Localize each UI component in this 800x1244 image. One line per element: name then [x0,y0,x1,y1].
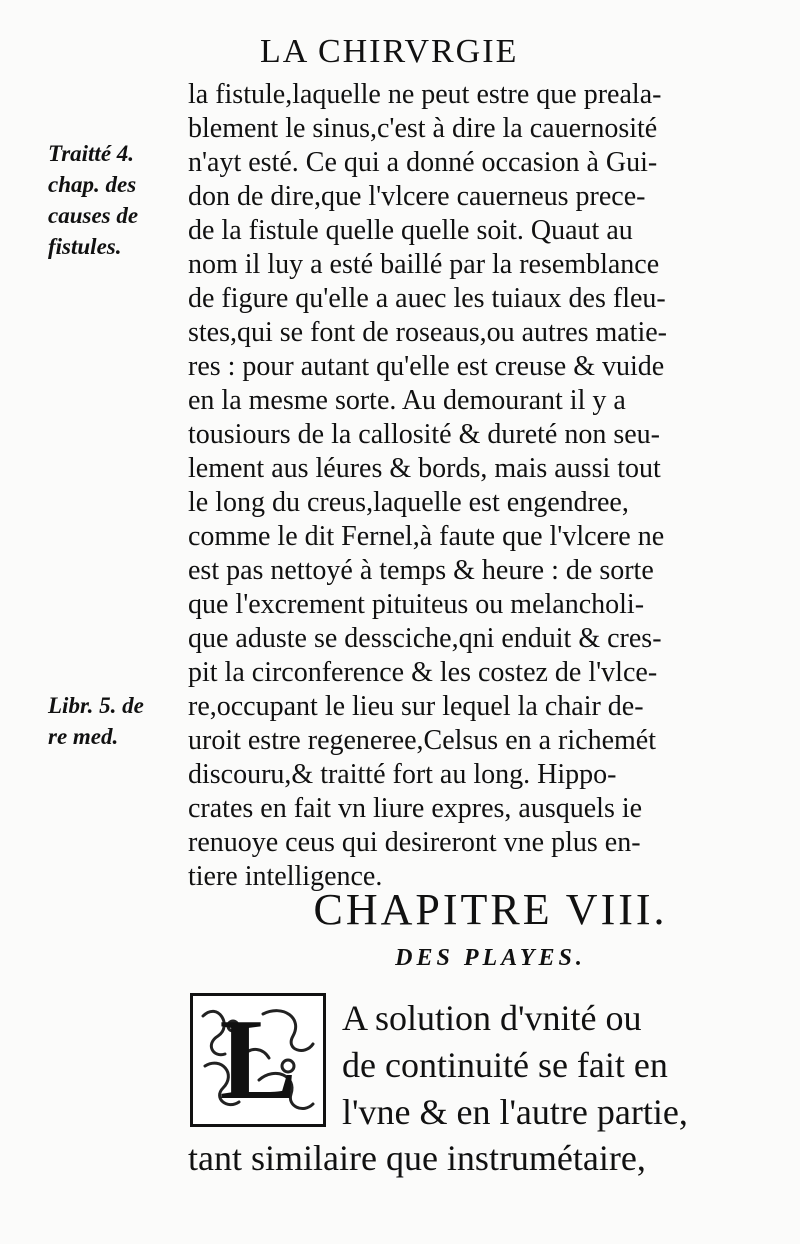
body-line: crates en fait vn liure expres, ausquels ie [188,793,643,824]
margin-note-line: re med. [48,724,119,749]
body-line: est pas nettoyé à temps & heure : de sorte [188,555,654,586]
body-line: que l'excrement pituiteus ou melancholi- [188,589,645,620]
opening-line: A solution d'vnité ou [342,998,642,1038]
running-head: LA CHIRVRGIE [260,33,519,70]
chapter-title: CHAPITRE VIII. [313,885,668,934]
margin-note-line: Libr. 5. de [48,693,144,718]
body-line: de la fistule quelle quelle soit. Quaut au [188,215,633,246]
chapter-subtitle: DES PLAYES. [395,945,586,971]
body-line: uroit estre regeneree,Celsus en a richemét [188,725,657,756]
margin-note-line: chap. des [48,172,137,197]
closing-line: tant similaire que instrumétaire, [188,1138,646,1178]
body-line: n'ayt esté. Ce qui a donné occasion à Gui- [188,147,658,178]
body-line: blement le sinus,c'est à dire la cauernosité [188,113,658,144]
body-line: en la mesme sorte. Au demourant il y a [188,385,626,416]
body-line: la fistule,laquelle ne peut estre que preala- [188,79,662,110]
body-line: tousiours de la callosité & dureté non seu- [188,419,660,450]
opening-line: de continuité se fait en [342,1045,668,1085]
margin-note-line: fistules. [48,234,122,259]
body-line: pit la circonference & les costez de l'vlce- [188,657,658,688]
margin-note-line: Traitté 4. [48,141,135,166]
margin-note-libr [48,690,144,752]
body-line: re,occupant le lieu sur lequel la chair de- [188,691,644,722]
body-line: renuoye ceus qui desireront vne plus en- [188,827,641,858]
margin-note-line: causes de [48,203,139,228]
body-line: don de dire,que l'vlcere cauerneus prece- [188,181,646,212]
body-line: res : pour autant qu'elle est creuse & vuide [188,351,665,382]
ornamental-dropcap [190,993,326,1127]
body-line: le long du creus,laquelle est engendree, [188,487,629,518]
body-line: discouru,& traitté fort au long. Hippo- [188,759,617,790]
body-line: comme le dit Fernel,à faute que l'vlcere ne [188,521,665,552]
dropcap-letter: L [219,996,297,1124]
body-line: nom il luy a esté baillé par la resemblance [188,249,660,280]
body-line: que aduste se dessciche,qni enduit & cres- [188,623,662,654]
opening-line: l'vne & en l'autre partie, [342,1092,688,1132]
body-line: stes,qui se font de roseaus,ou autres matie- [188,317,667,348]
chapter-opening [342,995,792,1136]
body-text [188,78,793,894]
body-line: lement aus léures & bords, mais aussi tout [188,453,661,484]
body-line: tiere intelligence. [188,861,383,892]
body-line: de figure qu'elle a auec les tuiaux des fleu- [188,283,666,314]
margin-note-traitte [48,138,138,262]
